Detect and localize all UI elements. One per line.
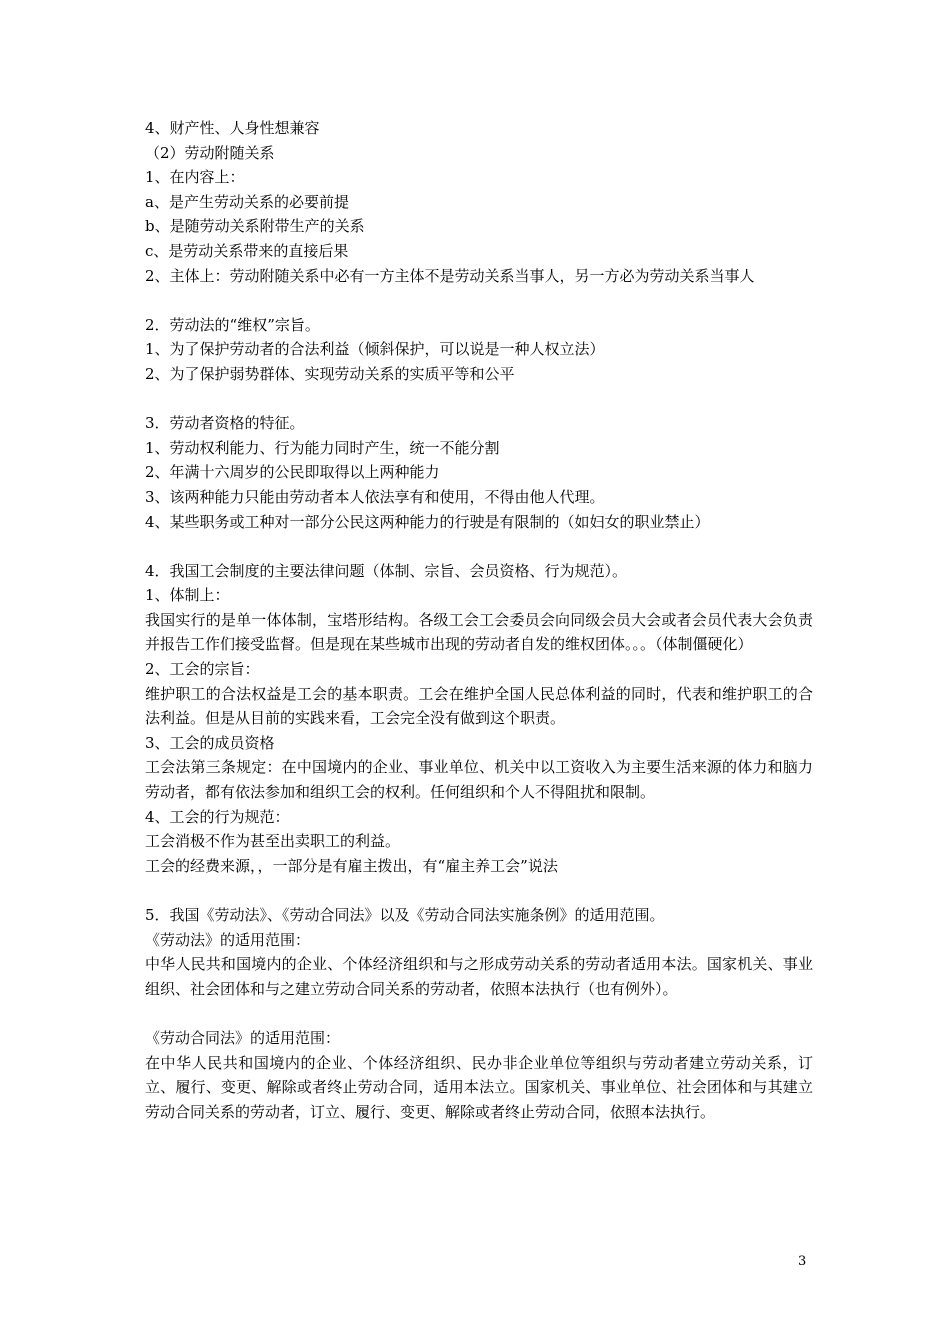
paragraph: 维护职工的合法权益是工会的基本职责。工会在维护全国人民总体利益的同时，代表和维护职工的合法利益。但是从目前的实践来看，工会完全没有做到这个职责。 [145, 684, 813, 728]
blank-line [145, 534, 813, 559]
text-line: 《劳动合同法》的适用范围： [145, 1028, 341, 1047]
section-heading: 2．劳动法的“维权”宗旨。 [145, 315, 320, 334]
blank-line [145, 1001, 813, 1026]
text-line: 3、工会的成员资格 [145, 733, 275, 752]
list-item: 2、为了保护弱势群体、实现劳动关系的实质平等和公平 [145, 364, 515, 383]
paragraph: 中华人民共和国境内的企业、个体经济组织和与之形成劳动关系的劳动者适用本法。国家机关、事业组织、社会团体和与之建立劳动合同关系的劳动者，依照本法执行（也有例外）。 [145, 955, 813, 998]
paragraph: 我国实行的是单一体体制，宝塔形结构。各级工会工会委员会向同级会员大会或者会员代表大会负责并报告工作们接受监督。但是现在某些城市出现的劳动者自发的维权团体。。。（体制僵硬化） [145, 610, 813, 654]
section-heading: 3．劳动者资格的特征。 [145, 414, 305, 433]
section-heading: 4．我国工会制度的主要法律问题（体制、宗旨、会员资格、行为规范）。 [145, 561, 628, 580]
blank-line [145, 878, 813, 903]
text-line: 4、财产性、人身性想兼容 [145, 119, 320, 137]
list-item: 1、劳动权利能力、行为能力同时产生，统一不能分割 [145, 438, 500, 457]
list-item: 2、年满十六周岁的公民即取得以上两种能力 [145, 463, 440, 482]
text-line: 1、体制上： [145, 586, 230, 605]
document-body [145, 116, 813, 1124]
list-item: 1、为了保护劳动者的合法利益（倾斜保护，可以说是一种人权立法） [145, 340, 605, 359]
paragraph: 工会法第三条规定：在中国境内的企业、事业单位、机关中以工资收入为主要生活来源的体力和脑力劳动者，都有依法参加和组织工会的权利。任何组织和个人不得阻扰和限制。 [145, 758, 813, 802]
blank-line [145, 387, 813, 412]
text-line: 4、工会的行为规范： [145, 807, 290, 826]
list-item: b、是随劳动关系附带生产的关系 [145, 217, 365, 236]
blank-line [145, 288, 813, 313]
section-heading: 5．我国《劳动法》、《劳动合同法》以及《劳动合同法实施条例》的适用范围。 [145, 906, 665, 924]
list-item: 3、该两种能力只能由劳动者本人依法享有和使用，不得由他人代理。 [145, 487, 605, 506]
paragraph: 2、主体上：劳动附随关系中必有一方主体不是劳动关系当事人，另一方必为劳动关系当事人 [145, 266, 755, 285]
text-line: 工会的经费来源，，一部分是有雇主拨出，有“雇主养工会”说法 [145, 856, 558, 875]
list-item: c、是劳动关系带来的直接后果 [145, 241, 349, 260]
text-line: 1、在内容上： [145, 168, 245, 187]
page-number: 3 [798, 1254, 807, 1269]
paragraph: 在中华人民共和国境内的企业、个体经济组织、民办非企业单位等组织与劳动者建立劳动关系，订立、履行、变更、解除或者终止劳动合同，适用本法立。国家机关、事业单位、社会团体和与其建立劳动合同关系的劳动者，订立、履行、变更、解除或者终止劳动合同，依照本法执行。 [145, 1053, 813, 1121]
list-item: a、是产生劳动关系的必要前提 [145, 192, 349, 211]
list-item: 4、某些职务或工种对一部分公民这两种能力的行驶是有限制的（如妇女的职业禁止） [145, 512, 710, 531]
text-line: 2、工会的宗旨： [145, 660, 260, 679]
section-heading: （2）劳动附随关系 [145, 143, 275, 162]
text-line: 工会消极不作为甚至出卖职工的利益。 [145, 832, 401, 851]
text-line: 《劳动法》的适用范围： [145, 930, 311, 949]
